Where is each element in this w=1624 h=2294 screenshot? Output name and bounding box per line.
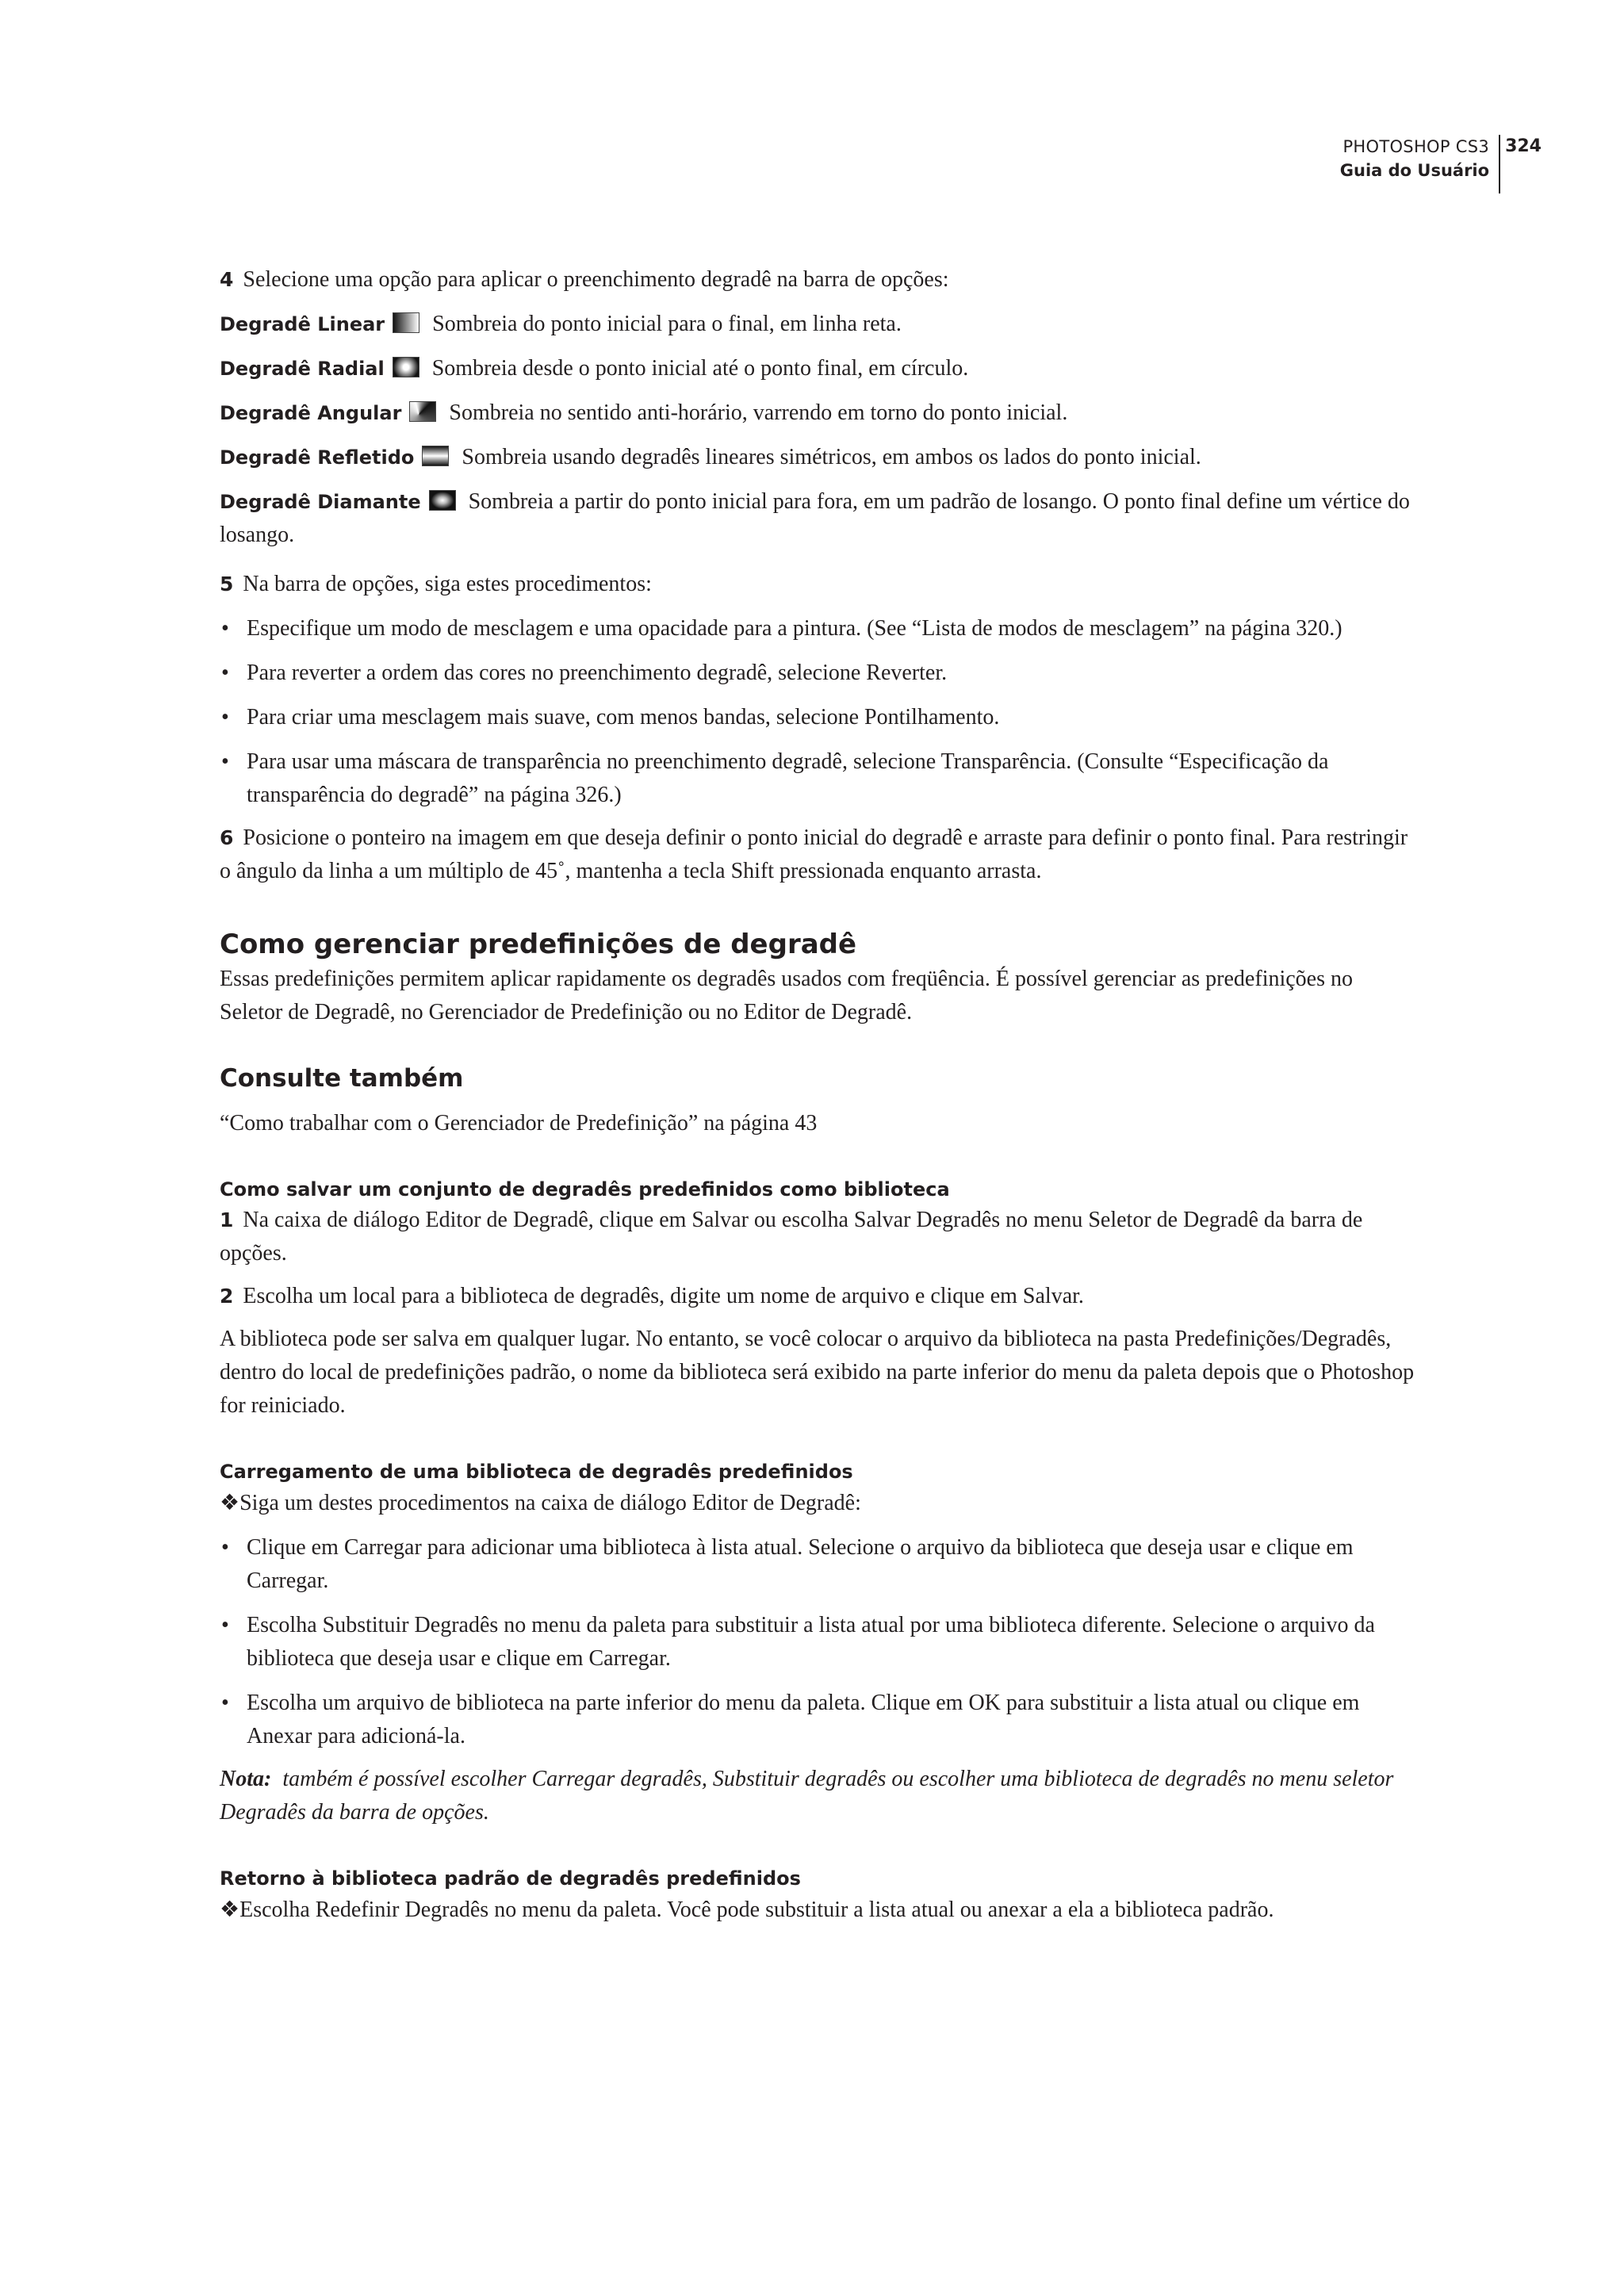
bullet-icon: •: [221, 749, 229, 774]
step-number: 6: [220, 826, 234, 849]
option-term: Degradê Refletido: [220, 446, 415, 469]
list-item: [220, 612, 1417, 645]
option-term: Degradê Angular: [220, 402, 402, 424]
option-description: Sombreia usando degradês lineares simétricos, em ambos os lados do ponto inicial.: [462, 445, 1201, 469]
see-also-link[interactable]: “Como trabalhar com o Gerenciador de Predefinição” na página 43: [220, 1111, 818, 1136]
list-item-text: Para usar uma máscara de transparência no preenchimento degradê, selecione Transparência. (Consulte “Especificação da transparência do degradê” na página 326.): [247, 749, 1329, 807]
list-item-text: Especifique um modo de mesclagem e uma opacidade para a pintura. (See “Lista de modos de mesclagem” na página 320.): [247, 616, 1342, 641]
option-description: Sombreia desde o ponto inicial até o ponto final, em círculo.: [431, 356, 969, 381]
step-text: Selecione uma opção para aplicar o preenchimento degradê na barra de opções:: [243, 267, 949, 292]
save-step-1: [220, 1204, 1417, 1270]
option-description: Sombreia a partir do ponto inicial para fora, em um padrão de losango. O ponto final define um vértice do losango.: [220, 489, 1410, 547]
reset-instruction-text: Escolha Redefinir Degradês no menu da paleta. Você pode substituir a lista atual ou anexar a ela a biblioteca padrão.: [239, 1898, 1274, 1922]
gradient-option-reflected: [220, 441, 1417, 474]
list-item: [220, 657, 1417, 690]
step-number: 4: [220, 268, 234, 291]
step-number: 5: [220, 573, 234, 596]
running-header: [1340, 135, 1542, 193]
bullet-icon: •: [221, 1613, 229, 1637]
section-body: Essas predefinições permitem aplicar rapidamente os degradês usados com freqüência. É possível gerenciar as predefinições no Seletor de Degradê, no Gerenciador de Predefinição ou no Editor de Degradê.: [220, 967, 1353, 1024]
step-text: Na barra de opções, siga estes procedimentos:: [243, 572, 652, 596]
note-label: Nota:: [220, 1767, 272, 1791]
subsection-heading-save: Como salvar um conjunto de degradês predefinidos como biblioteca: [220, 1178, 950, 1201]
list-item: [220, 745, 1417, 812]
step-4: [220, 263, 1417, 297]
save-step-2: [220, 1280, 1417, 1313]
section-heading: Como gerenciar predefinições de degradê: [220, 929, 857, 960]
option-description: Sombreia do ponto inicial para o final, em linha reta.: [432, 312, 902, 336]
product-name: PHOTOSHOP CS3: [1342, 137, 1490, 156]
step-text: Na caixa de diálogo Editor de Degradê, clique em Salvar ou escolha Salvar Degradês no menu Seletor de Degradê da barra de opções.: [220, 1208, 1363, 1266]
note: [220, 1763, 1417, 1829]
bullet-icon: •: [221, 661, 229, 685]
bullet-icon: •: [221, 616, 229, 641]
gradient-option-angular: [220, 396, 1417, 430]
feature-diamond-icon: ❖: [220, 1896, 240, 1922]
list-item: [220, 1687, 1417, 1753]
list-item: [220, 701, 1417, 734]
option-term: Degradê Linear: [220, 313, 385, 335]
save-library-body: A biblioteca pode ser salva em qualquer lugar. No entanto, se você colocar o arquivo da biblioteca na pasta Predefinições/Degradês, dentro do local de predefinições padrão, o nome da biblioteca será exibido na parte inferior do menu da paleta depois que o Photoshop for reiniciado.: [220, 1327, 1415, 1418]
page-content: [220, 263, 1417, 1927]
list-item-text: Clique em Carregar para adicionar uma biblioteca à lista atual. Selecione o arquivo da biblioteca que deseja usar e clique em Carregar.: [247, 1535, 1354, 1593]
linear-gradient-icon: [393, 312, 419, 333]
reflected-gradient-icon: [422, 446, 449, 466]
diamond-gradient-icon: [429, 490, 456, 511]
note-text: também é possível escolher Carregar degradês, Substituir degradês ou escolher uma biblioteca de degradês no menu seletor Degradês da barra de opções.: [220, 1767, 1394, 1825]
radial-gradient-icon: [393, 357, 419, 377]
list-item-text: Para reverter a ordem das cores no preenchimento degradê, selecione Reverter.: [247, 661, 948, 685]
list-item-text: Escolha Substituir Degradês no menu da paleta para substituir a lista atual por uma biblioteca diferente. Selecione o arquivo da biblioteca que deseja usar e clique em Carregar.: [247, 1613, 1375, 1671]
step-5: [220, 568, 1417, 601]
subsection-heading-load: Carregamento de uma biblioteca de degradês predefinidos: [220, 1461, 853, 1483]
step-number: 1: [220, 1208, 234, 1231]
list-item: [220, 1609, 1417, 1676]
list-item-text: Para criar uma mesclagem mais suave, com menos bandas, selecione Pontilhamento.: [247, 705, 1000, 730]
option-description: Sombreia no sentido anti-horário, varrendo em torno do ponto inicial.: [449, 400, 1068, 425]
gradient-option-radial: [220, 352, 1417, 385]
gradient-option-linear: [220, 308, 1417, 341]
list-item: [220, 1531, 1417, 1598]
feature-diamond-icon: ❖: [220, 1489, 240, 1515]
guide-title: Guia do Usuário: [1339, 161, 1490, 180]
reset-instruction: [220, 1893, 1417, 1927]
step-text: Posicione o ponteiro na imagem em que deseja definir o ponto inicial do degradê e arraste para definir o ponto final. Para restringir o ângulo da linha a um múltiplo de 45˚, mantenha a tecla Shift pressionada enquanto arrasta.: [220, 825, 1408, 883]
gradient-option-diamond: [220, 485, 1417, 552]
load-intro: [220, 1486, 1417, 1520]
subsection-heading-reset: Retorno à biblioteca padrão de degradês predefinidos: [220, 1867, 801, 1890]
angle-gradient-icon: [409, 401, 436, 422]
option-term: Degradê Diamante: [220, 491, 421, 513]
step-text: Escolha um local para a biblioteca de degradês, digite um nome de arquivo e clique em Salvar.: [243, 1284, 1084, 1308]
step-6: [220, 821, 1417, 888]
see-also-heading: Consulte também: [220, 1064, 464, 1093]
bullet-icon: •: [221, 1691, 229, 1715]
step-number: 2: [220, 1285, 234, 1308]
bullet-icon: •: [221, 705, 229, 730]
bullet-icon: •: [221, 1535, 229, 1560]
list-item-text: Escolha um arquivo de biblioteca na parte inferior do menu da paleta. Clique em OK para substituir a lista atual ou clique em Anexar para adicioná-la.: [247, 1691, 1360, 1748]
page-number: 324: [1499, 135, 1542, 193]
load-intro-text: Siga um destes procedimentos na caixa de diálogo Editor de Degradê:: [239, 1491, 861, 1515]
running-header-titles: [1340, 135, 1499, 182]
option-term: Degradê Radial: [220, 358, 385, 380]
